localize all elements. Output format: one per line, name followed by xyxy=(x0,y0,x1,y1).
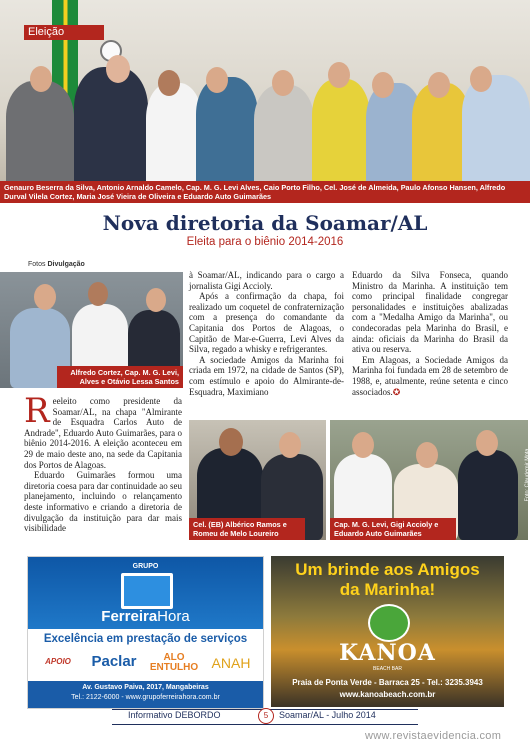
col1-p2: Eduardo Guimarães formou uma diretoria coesa para dar continuidade ao seu planejamento, incluindo o relançamento deste informativo e criando a diretoria de divulgação da instituição para dar mais visibilidade xyxy=(24,470,182,534)
ad-grupo: GRUPO xyxy=(132,563,159,570)
ad-logo-anah: ANAH xyxy=(211,655,251,671)
photo-mid-caption-2: Cap. M. G. Levi, Gigi Accioly e Eduardo Auto Guimarães xyxy=(330,518,456,540)
ad-kanoa-brand: KANOA xyxy=(339,640,436,666)
end-mark: ✪ xyxy=(392,386,401,397)
ad-kanoa-site: www.kanoabeach.com.br xyxy=(339,690,436,699)
ad-brand: FerreiraHora xyxy=(101,608,190,625)
footer-left: Informativo DEBORDO xyxy=(128,710,221,720)
col3-p1: Eduardo da Silva Fonseca, quando Ministro da Marinha. A instituição tem como principal finalidade congregar personalidades e instituições abalizadas com a "Medalha Amigo da Marinha", ou condecoradas pela Marinha do Brasil, e ainda: oficiais da Marinha do Brasil da ativa ou reserva. xyxy=(352,270,508,355)
photo-mid-credit: Foto: Claudemir Mota xyxy=(524,448,531,502)
group-photo xyxy=(0,0,530,201)
col2-p2: Após a confirmação da chapa, foi realizado um coquetel de confraternização com a presença do comandante da Capitania dos Portos de Alagoas, o Capitão de Mar-e-Guerra, Levi Alves da Silva, regado a whisky e refrigerantes. xyxy=(189,291,344,355)
ad-address: Av. Gustavo Paiva, 2017, Mangabeiras xyxy=(82,684,209,691)
section-tag-label: Eleição xyxy=(28,26,65,38)
watermark[interactable]: www.revistaevidencia.com xyxy=(365,730,502,742)
ad-kanoa-headline-1: Um brinde aos Amigos xyxy=(295,560,480,579)
ferreira-hora-logo-icon xyxy=(121,573,173,609)
ad-ferreira-hora[interactable] xyxy=(27,556,264,709)
col2-p3: A sociedade Amigos da Marinha foi criada em 1972, na cidade de Santos (SP), com estímulo e apoio do Almirante-de-Esquadra, Maximiano xyxy=(189,354,344,397)
ad-logo-alo-entulho: ALO ENTULHO xyxy=(149,652,199,673)
article-col-2 xyxy=(189,270,344,397)
article-col-1 xyxy=(24,391,182,534)
footer-right: Soamar/AL - Julho 2014 xyxy=(279,710,376,720)
photo-credit xyxy=(28,261,85,268)
ad-logo-paclar: Paclar xyxy=(91,653,137,670)
subhead: Eleita para o biênio 2014-2016 xyxy=(186,236,344,248)
col3-p2: Em Alagoas, a Sociedade Amigos da Marinha foi fundada em 28 de setembro de 1988, e, atualmente, reúne setenta e cinco associados. xyxy=(352,354,508,397)
photo-mid-1 xyxy=(189,420,326,540)
dropcap: R xyxy=(24,391,50,431)
photo-credit-label: Fotos xyxy=(28,261,46,268)
top-caption: Genauro Beserra da Silva, Antonio Arnaldo Camelo, Cap. M. G. Levi Alves, Caio Porto Filho, Cel. José de Almeida, Paulo Afonso Hansen, Alfredo Durval Vilela Cortez, Maria José Vieira de Oliveira e Eduardo Auto Guimarães xyxy=(0,181,530,203)
col1-p1: eeleito como presidente da Soamar/AL, na chapa "Almirante de Esquadra Carlos Auto de Andrade", Eduardo Auto Guimarães, para o biênio 2014-2016. A eleição aconteceu em 29 de maio deste ano, na sede da Capitania dos Portos de Alagoas. xyxy=(24,396,182,470)
photo-left-caption: Alfredo Cortez, Cap. M. G. Levi, Alves e Otávio Lessa Santos xyxy=(57,366,183,388)
ad-kanoa[interactable] xyxy=(271,556,504,707)
photo-credit-name: Divulgação xyxy=(47,261,85,268)
headline: Nova diretoria da Soamar/AL xyxy=(102,211,428,235)
ad-kanoa-headline-2: da Marinha! xyxy=(339,580,436,599)
photo-mid-caption-1: Cel. (EB) Albérico Ramos e Romeu de Melo Loureiro xyxy=(189,518,305,540)
page-number: 5 xyxy=(258,708,274,724)
col2-p1: à Soamar/AL, indicando para o cargo a jornalista Gigi Accioly. xyxy=(189,270,344,291)
ad-logo-apoio: APOIO xyxy=(45,657,71,666)
photo-mid-2 xyxy=(330,420,531,540)
kanoa-logo-icon xyxy=(368,604,410,642)
article-col-3 xyxy=(352,270,508,397)
ad-kanoa-address: Praia de Ponta Verde - Barraca 25 - Tel.: 3235.3943 xyxy=(292,678,483,687)
ad-contact: Tel.: 2122-6000 - www.grupoferreirahora.com.br xyxy=(71,694,220,701)
photo-left xyxy=(0,272,183,388)
ad-kanoa-sub: BEACH BAR xyxy=(373,666,402,672)
ad-slogan: Excelência em prestação de serviços xyxy=(43,633,248,645)
